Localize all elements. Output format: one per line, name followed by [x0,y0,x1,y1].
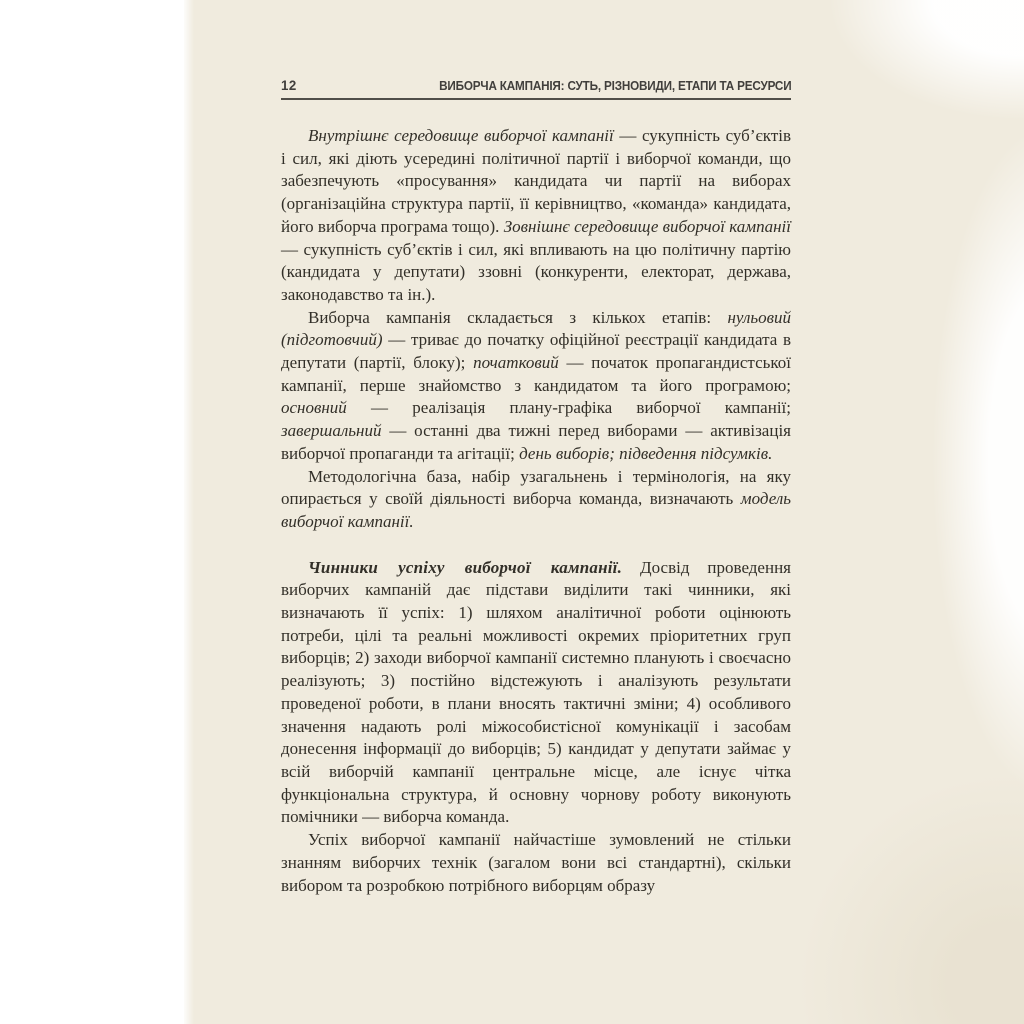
paragraph-methodological-base [281,466,791,534]
italic-term: основний [281,398,347,418]
text-run: — сукупність суб’єктів і сил, які впливають на цю політичну партію (кандидата у депутати) ззовні (конкуренти, електорат, держава, законодавство та ін.). [281,239,791,304]
italic-term: модель виборчої кампанії. [281,489,791,531]
text-run: — триває до початку офіційної реєстрації кандидата в депутати (партії, блоку); [281,330,791,373]
paragraph-success-conditions [281,829,791,897]
text-run: Виборча кампанія складається з кількох етапів: [308,307,728,327]
running-header [281,77,791,100]
italic-term: нульовий (підготовчий) [281,307,791,350]
page-paper [184,0,1024,1024]
body-text [281,125,791,897]
run-in-heading: Чинники успіху виборчої кампанії. [308,557,623,577]
text-run: — останні два тижні перед виборами — активізація виборчої пропаганди та агітації; [281,421,791,463]
text-run: Успіх виборчої кампанії найчастіше зумовлений не стільки знанням виборчих технік (загалом вони всі стандартні), скільки вибором та розробкою потрібного виборцям образу [281,830,791,895]
text-run: — початок пропагандистської кампанії, перше знайомство з кандидатом та його програмою; [281,353,791,395]
text-run: Досвід проведення виборчих кампаній дає підстави виділити такі чинники, які визначають її успіх: 1) шляхом аналітичної роботи оцінюють потреби, цілі та реальні можливості окремих пріоритетних груп виборців; 2) заходи виборчої кампанії системно планують і своєчасно реалізують; 3) постійно відстежують і аналізують результати проведеної роботи, в плани вносять тактичні зміни; 4) особливого значення надають ролі міжособистісної комунікації і засобам донесення інформації до виборців; 5) кандидат у депутати займає у всій виборчій кампанії центральне місце, але існує чітка функціональна структура, й основну чорнову роботу виконують помічники — виборча команда. [281,557,791,827]
text-run: — сукупність суб’єктів і сил, які діють усередині політичної партії і виборчої команди, що забезпечують «просування» кандидата чи партії на виборах (організаційна структура партії, її керівництво, «команда» кандидата, його виборча програма тощо). [281,126,792,236]
text-run: Методологічна база, набір узагальнень і термінологія, на яку опирається у своїй діяльності виборча команда, визначають [281,466,791,509]
page-number: 12 [281,77,297,93]
italic-term: Зовнішнє середовище виборчої кампанії [503,216,791,236]
italic-term: день виборів; підведення підсумків. [519,443,773,463]
running-header-title: ВИБОРЧА КАМПАНІЯ: СУТЬ, РІЗНОВИДИ, ЕТАПИ ТА РЕСУРСИ [438,78,791,93]
paragraph-campaign-stages [281,307,791,466]
paragraph-success-factors [281,557,791,829]
paragraph-internal-external-environment [281,125,791,307]
italic-term: Внутрішнє середовище виборчої кампанії [308,126,614,145]
italic-term: початковий [473,353,559,373]
italic-term: завершальний [281,421,382,441]
text-run: — реалізація плану-графіка виборчої кампанії; [346,398,791,418]
